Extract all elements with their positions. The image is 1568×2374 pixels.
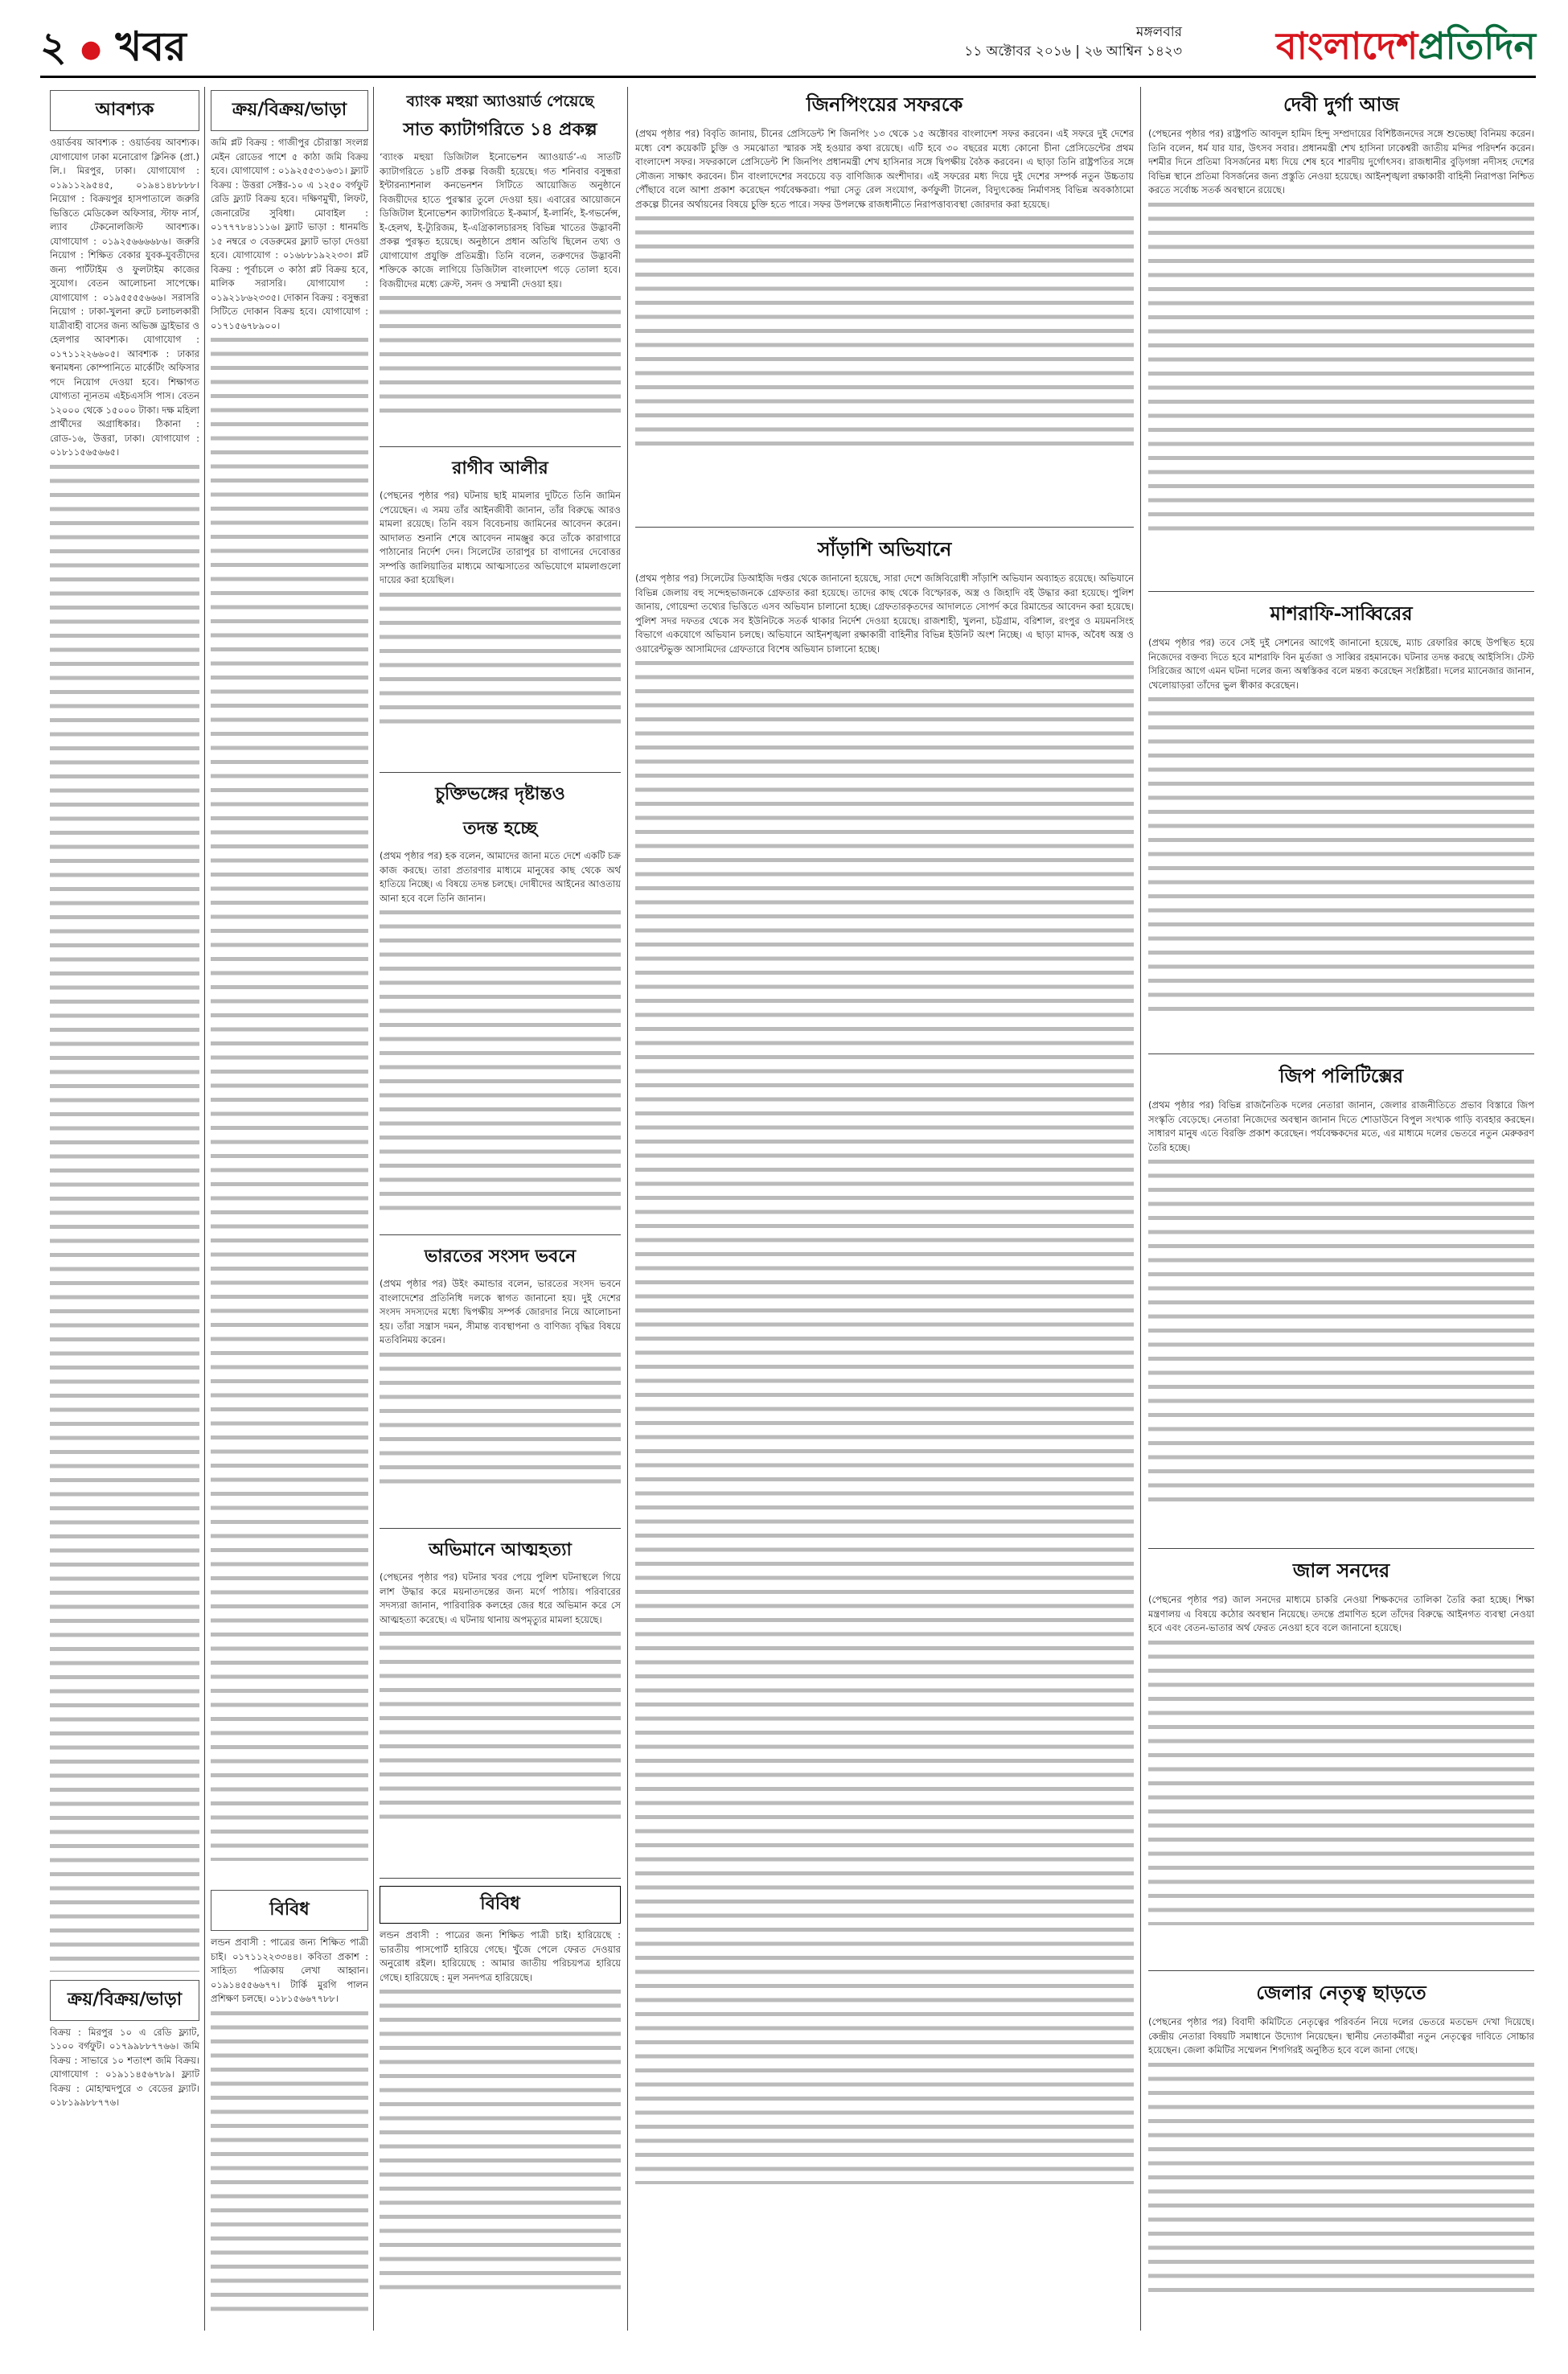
masthead — [40, 23, 1536, 71]
story-divider — [1148, 1548, 1534, 1549]
story-crackdown — [635, 535, 1134, 2324]
classified-text-filler — [50, 460, 199, 1972]
story-body-filler — [1148, 692, 1534, 1014]
story-headline: জিপ পলিটিক্সের — [1279, 1064, 1404, 1087]
page-number: ২ — [40, 23, 67, 70]
story-jeep-politics — [1148, 1062, 1534, 1544]
story-body: (পেছনের পৃষ্ঠার পর) রাষ্ট্রপতি আবদুল হামিদ হিন্দু সম্প্রদায়ের বিশিষ্টজনদের সঙ্গে শুভেচ্ছা বিনিময় করেন। তিনি বলেন, ধর্ম যার যার, উৎসব সবার। প্রধানমন্ত্রী শেখ হাসিনা ঢাকেশ্বরী জাতীয় মন্দির পরিদর্শন করেন। দশমীর দিনে প্রতিমা বিসর্জনের মধ্য দিয়ে শেষ হবে শারদীয় দুর্গোৎসব। রাজধানীর বুড়িগঙ্গা নদীসহ দেশের বিভিন্ন স্থানে প্রতিমা বিসর্জনের জন্য প্রস্তুতি নেওয়া হয়েছে। আইনশৃঙ্খলা রক্ষাকারী বাহিনী নিরাপত্তা নিশ্চিত করতে সর্বোচ্চ সতর্ক অবস্থানে রয়েছে। — [1148, 128, 1534, 195]
story-divider — [380, 446, 621, 447]
classifieds-column-2 — [211, 90, 368, 1891]
story-headline: জিনপিংয়ের সফরকে — [806, 92, 963, 116]
story-body: (পেছনের পৃষ্ঠার পর) জাল সনদের মাধ্যমে চাকরি নেওয়া শিক্ষকদের তালিকা তৈরি করা হচ্ছে। শিক্ষা মন্ত্রণালয় এ বিষয়ে কঠোর অবস্থান নিয়েছে। তদন্তে প্রমাণিত হলে তাঁদের বিরুদ্ধে আইনগত ব্যবস্থা নেওয়া হবে এবং বেতন-ভাতার অর্থ ফেরত নেওয়া হবে বলে জানানো হয়েছে। — [1148, 1594, 1534, 1633]
story-body-filler — [635, 212, 1134, 453]
misc-box — [211, 1890, 368, 2324]
story-body-filler — [1148, 2058, 1534, 2299]
story-body: (প্রথম পৃষ্ঠার পর) হক বলেন, আমাদের জানা মতে দেশে একটি চক্র কাজ করছে। তারা প্রতারণার মাধ্যমে মানুষের কাছ থেকে অর্থ হাতিয়ে নিচ্ছে। এ বিষয়ে তদন্ত চলছে। দোষীদের আইনের আওতায় আনা হবে বলে তিনি জানান। — [380, 850, 621, 904]
story-body-filler — [380, 588, 621, 725]
column-divider — [1140, 87, 1141, 2331]
classified-text: জমি প্লট বিক্রয় : গাজীপুর চৌরাস্তা সংলগ্ন মেইন রোডের পাশে ৫ কাঠা জমি বিক্রয় হবে। যোগাযোগ : ০১৯২৫৫৩১৬৩১। ফ্ল্যাট বিক্রয় : উত্তরা সেক্টর-১০ এ ১২৫০ বর্গফুট রেডি ফ্ল্যাট বিক্রয় হবে। দক্ষিণমুখী, লিফট, জেনারেটর সুবিধা। মোবাইল : ০১৭৭৭৮৪১১১৬। ফ্ল্যাট ভাড়া : ধানমন্ডি ১৫ নম্বরে ৩ বেডরুমের ফ্ল্যাট ভাড়া দেওয়া হবে। যোগাযোগ : ০১৬৮৮১৯২২৩৩। প্লট বিক্রয় : পূর্বাচলে ৩ কাঠা প্লট বিক্রয় হবে, মালিক সরাসরি। যোগাযোগ : ০১৯২১৮৬২৩৩৫। দোকান বিক্রয় : বসুন্ধরা সিটিতে দোকান বিক্রয় হবে। যোগাযোগ : ০১৭১৫৬৭৮৯০০। — [211, 137, 368, 331]
story-jinping-visit — [635, 90, 1134, 524]
story-body: লন্ডন প্রবাসী : পাত্রের জন্য শিক্ষিত পাত্রী চাই। হারিয়েছে : ভারতীয় পাসপোর্ট হারিয়ে গেছে। খুঁজে পেলে ফেরত দেওয়ার অনুরোধ রইল। হারিয়েছে : আমার জাতীয় পরিচয়পত্র হারিয়ে গেছে। হারিয়েছে : মূল সনদপত্র হারিয়েছে। — [380, 1929, 621, 1983]
newspaper-logo — [1276, 26, 1536, 66]
story-headline: মাশরাফি-সাব্বিরের — [1270, 602, 1413, 625]
story-misc — [380, 1886, 621, 2324]
story-divider — [1148, 591, 1534, 592]
classifieds-column-1 — [50, 90, 199, 2326]
column-divider — [373, 87, 374, 2331]
story-body: (পেছনের পৃষ্ঠার পর) বিবাদী কমিটিতে নেতৃত্বের পরিবর্তন নিয়ে দলের ভেতরে মতভেদ দেখা দিয়েছে। কেন্দ্রীয় নেতারা বিষয়টি সমাধানে উদ্যোগ নিয়েছেন। স্থানীয় নেতাকর্মীরা নতুন নেতৃত্বের দাবিতে সোচ্চার হয়েছেন। জেলা কমিটির সম্মেলন শিগগিরই অনুষ্ঠিত হবে বলে জানা গেছে। — [1148, 2016, 1534, 2056]
classified-heading-wanted: আবশ্যক — [50, 90, 199, 131]
masthead-rule — [40, 76, 1536, 78]
story-body: (পেছনের পৃষ্ঠার পর) ঘটনায় ছাই মামলার দুটিতে তিনি জামিন পেয়েছেন। এ সময় তাঁর আইনজীবী জানান, তাঁর বিরুদ্ধে আরও মামলা রয়েছে। তিনি বয়স বিবেচনায় জামিনের আবেদন করেন। আদালত শুনানি শেষে আবেদন নামঞ্জুর করে তাঁকে কারাগারে পাঠানোর নির্দেশ দেন। সিলেটের তারাপুর চা বাগানের দেবোত্তর সম্পত্তি জালিয়াতির মাধ্যমে আত্মসাতের অভিযোগে মামলাগুলো দায়ের করা হয়েছিল। — [380, 490, 621, 585]
story-headline: সাঁড়াশি অভিযানে — [817, 537, 952, 561]
classified-heading-buysell-2: ক্রয়/বিক্রয়/ভাড়া — [50, 1980, 199, 2021]
story-mashrafe — [1148, 599, 1534, 1049]
classified-heading-buysell: ক্রয়/বিক্রয়/ভাড়া — [211, 90, 368, 131]
story-body-filler — [380, 1627, 621, 1820]
story-district-leadership — [1148, 1978, 1534, 2324]
story-body-filler — [1148, 1155, 1534, 1509]
story-headline: রাগীব আলীর — [452, 458, 548, 478]
weekday: মঙ্গলবার — [1135, 24, 1182, 40]
story-divider — [1148, 1970, 1534, 1971]
date: ১১ অক্টোবর ২০১৬ | ২৬ আশ্বিন ১৪২৩ — [964, 43, 1182, 60]
story-divider — [380, 772, 621, 773]
logo-part-a: বাংলাদেশ — [1275, 24, 1418, 68]
classified-text: বিক্রয় : মিরপুর ১০ এ রেডি ফ্ল্যাট, ১১০০ বর্গফুট। ০১৭৯৯৮৮৭৭৬৬। জমি বিক্রয় : সাভারে ১০ শতাংশ জমি বিক্রয়। যোগাযোগ : ০১৯১১৪৫৬৭৮৯। ফ্ল্যাট বিক্রয় : মোহাম্মদপুরে ৩ বেডের ফ্ল্যাট। ০১৮১৯৯৮৮৭৭৬। — [50, 2026, 199, 2108]
story-body-filler — [380, 1985, 621, 2290]
section-name: খবর — [115, 23, 187, 70]
story-headline: দেবী দুর্গা আজ — [1283, 92, 1400, 116]
story-body-filler — [635, 656, 1134, 2184]
story-headline: ব্যাংক মহুয়া অ্যাওয়ার্ড পেয়েছে — [406, 92, 594, 110]
story-headline: জেলার নেতৃত্ব ছাড়তে — [1256, 1981, 1426, 2004]
classified-text-filler — [211, 333, 368, 1861]
story-body: (প্রথম পৃষ্ঠার পর) বিভিন্ন রাজনৈতিক দলের নেতারা জানান, জেলার রাজনীতিতে প্রভাব বিস্তারে জিপ সংস্কৃতি বেড়েছে। নেতারা নিজেদের অবস্থান জানান দিতে শোডাউনে বিপুল সংখ্যক গাড়ি ব্যবহার করছেন। সাধারণ মানুষ এতে বিরক্তি প্রকাশ করেছেন। পর্যবেক্ষকদের মতে, এর মাধ্যমে দলের ভেতরে নতুন মেরুকরণ তৈরি হচ্ছে। — [1148, 1099, 1534, 1153]
story-body: (পেছনের পৃষ্ঠার পর) ঘটনার খবর পেয়ে পুলিশ ঘটনাস্থলে গিয়ে লাশ উদ্ধার করে ময়নাতদন্তের জন্য মর্গে পাঠায়। পরিবারের সদস্যরা জানান, পারিবারিক কলহের জের ধরে অভিমান করে সে আত্মহত্যা করেছে। এ ঘটনায় থানায় অপমৃত্যুর মামলা হয়েছে। — [380, 1571, 621, 1625]
story-divider — [635, 527, 1134, 528]
page-section-label — [40, 23, 187, 74]
logo-part-b: প্রতিদিন — [1418, 24, 1536, 68]
story-headline: ভারতের সংসদ ভবনে — [424, 1246, 577, 1267]
story-body: (প্রথম পৃষ্ঠার পর) সিলেটের ডিআইজি দপ্তর থেকে জানানো হয়েছে, সারা দেশে জঙ্গিবিরোধী সাঁড়াশি অভিযান অব্যাহত রয়েছে। অভিযানে বিভিন্ন জেলায় বহু সন্দেহভাজনকে গ্রেফতার করা হয়েছে। তাদের কাছ থেকে বিস্ফোরক, অস্ত্র ও জিহাদি বই উদ্ধার করা হয়েছে। পুলিশ জানায়, গোয়েন্দা তথ্যের ভিত্তিতে এসব অভিযান চালানো হচ্ছে। গ্রেফতারকৃতদের আদালতে সোপর্দ করে রিমান্ডের আবেদন করা হয়েছে। পুলিশ সদর দফতর থেকে সব ইউনিটকে সতর্ক থাকার নির্দেশ দেওয়া হয়েছে। রাজশাহী, খুলনা, চট্টগ্রাম, বরিশাল, রংপুর ও ময়মনসিংহ বিভাগে একযোগে অভিযান চলছে। অভিযানে আইনশৃঙ্খলা রক্ষাকারী বাহিনীর বিভিন্ন ইউনিট অংশ নিচ্ছে। এ ছাড়া মাদক, অবৈধ অস্ত্র ও ওয়ারেন্টভুক্ত আসামিদের গ্রেফতারে বিশেষ অভিযান চালানো হচ্ছে। — [635, 573, 1134, 655]
story-body-filler — [1148, 198, 1534, 536]
story-divider — [380, 1234, 621, 1235]
story-headline: অভিমানে আত্মহত্যা — [429, 1539, 572, 1560]
story-divider — [380, 1528, 621, 1529]
story-body: (প্রথম পৃষ্ঠার পর) তবে সেই দুই সেশনের আগেই জানানো হয়েছে, ম্যাচ রেফারির কাছে উপস্থিত হয়ে নিজেদের বক্তব্য দিতে হবে মাশরাফি বিন মুর্তজা ও সাব্বির রহমানকে। ঘটনার তদন্ত করছে আইসিসি। টেস্ট সিরিজের আগে এমন ঘটনা দলের জন্য অস্বস্তিকর বলে মন্তব্য করেছেন সংশ্লিষ্টরা। দলের ম্যানেজার জানান, খেলোয়াড়রা তাঁদের ভুল স্বীকার করেছেন। — [1148, 637, 1534, 691]
red-dot-icon: ● — [80, 35, 102, 64]
story-body: (প্রথম পৃষ্ঠার পর) উইং কমান্ডার বলেন, ভারতের সংসদ ভবনে বাংলাদেশের প্রতিনিধি দলকে স্বাগত জানানো হয়। দুই দেশের সংসদ সদস্যদের মধ্যে দ্বিপক্ষীয় সম্পর্ক জোরদার নিয়ে আলোচনা হয়। তাঁরা সন্ত্রাস দমন, সীমান্ত ব্যবস্থাপনা ও বাণিজ্য বৃদ্ধির বিষয়ে মতবিনিময় করেন। — [380, 1278, 621, 1345]
story-ragib-ali — [380, 454, 621, 768]
story-divider — [380, 1878, 621, 1879]
story-fraud-probe — [380, 780, 621, 1230]
classified-heading-misc: বিবিধ — [211, 1890, 368, 1931]
story-body-filler — [1148, 1636, 1534, 1925]
story-india-parliament — [380, 1242, 621, 1524]
story-headline: চুক্তিভঙ্গের দৃষ্টান্তও — [435, 783, 565, 804]
date-block — [732, 23, 1182, 61]
story-headline: বিবিধ — [380, 1886, 621, 1924]
story-bank-award — [380, 90, 621, 444]
story-body-filler — [380, 906, 621, 1211]
story-body: ‘ব্যাংক মহুয়া ডিজিটাল ইনোভেশন অ্যাওয়ার্ড’-এ সাতটি ক্যাটাগরিতে ১৪টি প্রকল্প বিজয়ী হয়েছে। গত শনিবার বসুন্ধরা ইন্টারন্যাশনাল কনভেনশন সিটিতে আয়োজিত অনুষ্ঠানে বিজয়ীদের হাতে পুরস্কার তুলে দেওয়া হয়। এবারের আয়োজনে ডিজিটাল ইনোভেশন ক্যাটাগরিতে ই-কমার্স, ই-লার্নিং, ই-গভর্নেন্স, ই-হেলথ, ই-ট্যুরিজম, ই-এগ্রিকালচারসহ বিভিন্ন খাতের উদ্ভাবনী প্রকল্প পুরস্কৃত হয়েছে। অনুষ্ঠানে প্রধান অতিথি ছিলেন তথ্য ও যোগাযোগ প্রযুক্তি প্রতিমন্ত্রী। তিনি বলেন, তরুণদের উদ্ভাবনী শক্তিকে কাজে লাগিয়ে ডিজিটাল বাংলাদেশ গড়ে তোলা হবে। বিজয়ীদের মধ্যে ক্রেস্ট, সনদ ও সম্মানী দেওয়া হয়। — [380, 151, 621, 290]
classified-text-filler — [211, 2006, 368, 2312]
story-fake-certificate — [1148, 1556, 1534, 1966]
story-headline: জাল সনদের — [1292, 1559, 1390, 1582]
classified-text: লন্ডন প্রবাসী : পাত্রের জন্য শিক্ষিত পাত্রী চাই। ০১৭১১২২৩৩৪৪। কবিতা প্রকাশ : সাহিত্য পত্রিকায় লেখা আহ্বান। ০১৯১৪৫৫৬৬৭৭। টার্কি মুরগি পালন প্রশিক্ষণ চলছে। ০১৮১৫৬৬৭৭৮৮। — [211, 1937, 368, 2004]
story-subheadline: তদন্ত হচ্ছে — [462, 818, 538, 839]
column-divider — [204, 87, 205, 2331]
story-body-filler — [380, 291, 621, 420]
story-durga — [1148, 90, 1534, 589]
story-body: (প্রথম পৃষ্ঠার পর) বিবৃতি জানায়, চীনের প্রেসিডেন্ট শি জিনপিং ১৩ থেকে ১৫ অক্টোবর বাংলাদেশ সফর করবেন। এই সফরে দুই দেশের মধ্যে বেশ কয়েকটি চুক্তি ও সমঝোতা স্মারক সই হওয়ার কথা রয়েছে। এটি হবে ৩০ বছরের মধ্যে কোনো চীনা প্রেসিডেন্টের প্রথম বাংলাদেশ সফর। সফরকালে প্রেসিডেন্ট শি জিনপিং প্রধানমন্ত্রী শেখ হাসিনার সঙ্গে দ্বিপক্ষীয় বৈঠক করবেন। এ ছাড়া তিনি রাষ্ট্রপতির সঙ্গে সৌজন্য সাক্ষাৎ করবেন। চীন বাংলাদেশের সবচেয়ে বড় বাণিজ্যিক অংশীদার। এই সফরের মধ্য দিয়ে দুই দেশের সম্পর্ক নতুন উচ্চতায় পৌঁছাবে বলে আশা প্রকাশ করেছেন পর্যবেক্ষকরা। পদ্মা সেতু রেল সংযোগ, কর্ণফুলী টানেল, বিদ্যুৎকেন্দ্র নির্মাণসহ বিভিন্ন অবকাঠামো প্রকল্পে চীনের অর্থায়নের বিষয়ে চুক্তি হতে পারে। সফর উপলক্ষে রাজধানীতে নিরাপত্তাব্যবস্থা জোরদার করা হয়েছে। — [635, 128, 1134, 210]
column-divider — [627, 87, 628, 2331]
story-suicide — [380, 1536, 621, 1874]
classified-text: ওয়ার্ডবয় আবশ্যক : ওয়ার্ডবয় আবশ্যক। যোগাযোগ ঢাকা মনোরোগ ক্লিনিক (প্রা.) লি.। মিরপুর, ঢাকা। যোগাযোগ : ০১৯১১২৯৫৪৫, ০১৯৪১৪৮৮৮৮। নিয়োগ : বিক্রয়পুর হাসপাতালে জরুরি ভিত্তিতে মেডিকেল অফিসার, স্টাফ নার্স, ল্যাব টেকনোলজিস্ট আবশ্যক। যোগাযোগ : ০১৯২৫৬৬৬৬৮৬। জরুরি নিয়োগ : শিক্ষিত বেকার যুবক-যুবতীদের জন্য পার্টটাইম ও ফুলটাইম কাজের সুযোগ। বেতন আলোচনা সাপেক্ষে। যোগাযোগ : ০১৯৫৫৫৫৬৬৬। সরাসরি নিয়োগ : ঢাকা-খুলনা রুটে চলাচলকারী যাত্রীবাহী বাসের জন্য অভিজ্ঞ ড্রাইভার ও হেলপার আবশ্যক। যোগাযোগ : ০১৭১১২২৬৬০৫। আবশ্যক : ঢাকার স্বনামধন্য কোম্পানিতে মার্কেটিং অফিসার পদে নিয়োগ দেওয়া হবে। শিক্ষাগত যোগ্যতা ন্যূনতম এইচএসসি পাস। বেতন ১২০০০ থেকে ১৫০০০ টাকা। দক্ষ মহিলা প্রার্থীদের অগ্রাধিকার। ঠিকানা : রোড-১৬, উত্তরা, ঢাকা। যোগাযোগ : ০১৮১১৫৬৫৬৬৫। — [50, 137, 199, 458]
story-body-filler — [380, 1348, 621, 1493]
story-subheadline: সাত ক্যাটাগরিতে ১৪ প্রকল্প — [403, 119, 597, 140]
